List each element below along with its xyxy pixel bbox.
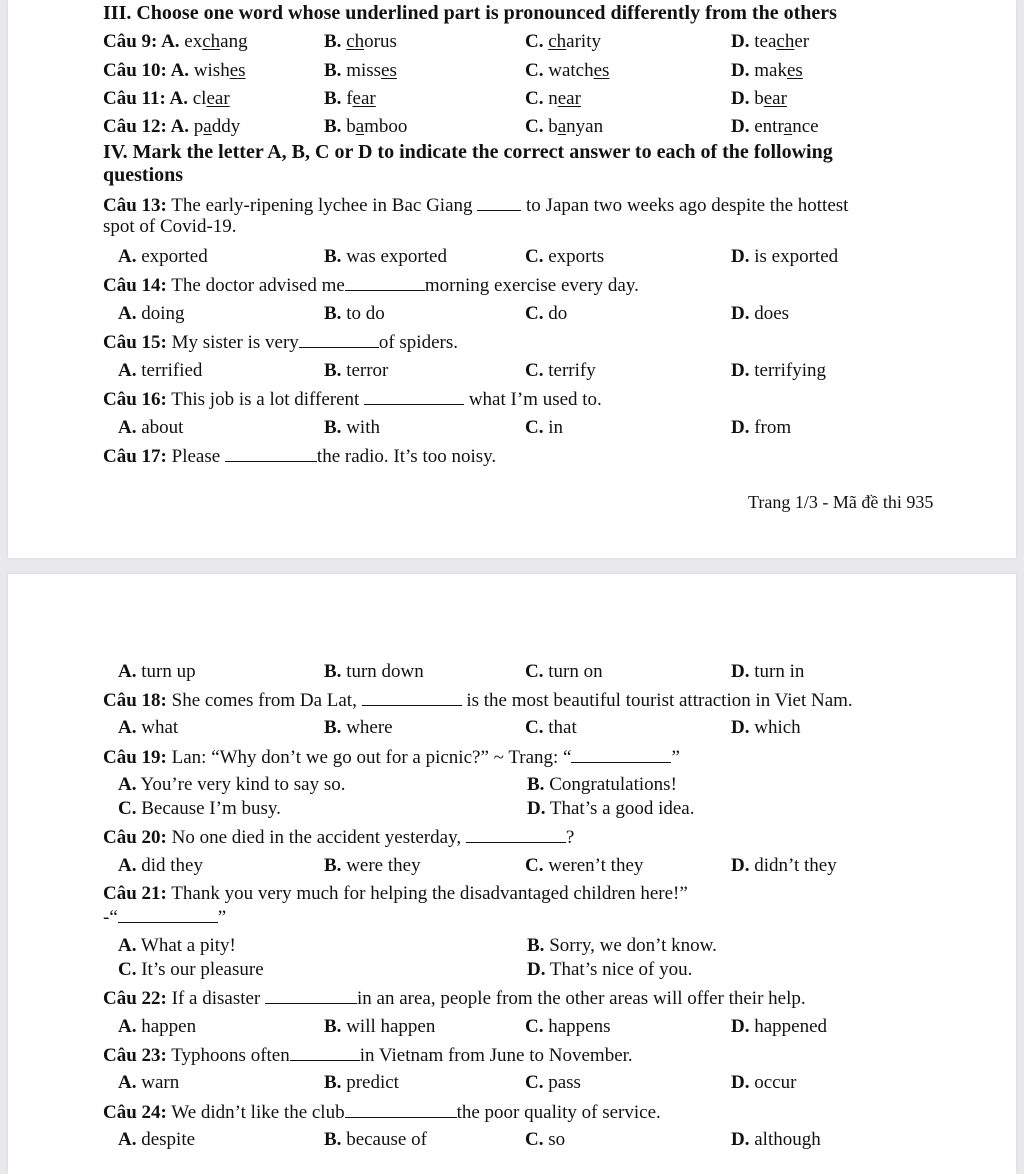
q13-stem-line2: spot of Covid-19. bbox=[103, 216, 237, 237]
q19-option-b: B. Congratulations! bbox=[527, 774, 677, 795]
q20-option-c: C. weren’t they bbox=[525, 855, 644, 876]
q21-option-c: C. It’s our pleasure bbox=[118, 959, 264, 980]
q13-option-d: D. is exported bbox=[731, 246, 839, 267]
q13-option-b: B. was exported bbox=[324, 246, 447, 267]
q10-option-c: C. watches bbox=[525, 60, 610, 81]
q12-option-d: D. entrance bbox=[731, 116, 819, 137]
q14-option-c: C. do bbox=[525, 303, 568, 324]
q11-option-a: Câu 11: A. clear bbox=[103, 88, 230, 109]
q13-stem: Câu 13: The early-ripening lychee in Bac Giang to Japan two weeks ago despite the hottest bbox=[103, 195, 849, 216]
q16-stem: Câu 16: This job is a lot different what I’m used to. bbox=[103, 389, 602, 410]
q15-stem: Câu 15: My sister is very of spiders. bbox=[103, 332, 458, 353]
q14-option-a: A. doing bbox=[118, 303, 185, 324]
q11-option-c: C. near bbox=[525, 88, 581, 109]
q24-stem: Câu 24: We didn’t like the club the poor quality of service. bbox=[103, 1102, 661, 1123]
q19-option-d: D. That’s a good idea. bbox=[527, 798, 695, 819]
q16-option-b: B. with bbox=[324, 417, 380, 438]
q18-stem: Câu 18: She comes from Da Lat, is the most beautiful tourist attraction in Viet Nam. bbox=[103, 690, 853, 711]
q15-option-d: D. terrifying bbox=[731, 360, 826, 381]
q21-stem: Câu 21: Thank you very much for helping the disadvantaged children here!” bbox=[103, 883, 688, 904]
q19-option-c: C. Because I’m busy. bbox=[118, 798, 281, 819]
q23-option-c: C. pass bbox=[525, 1072, 581, 1093]
q16-option-c: C. in bbox=[525, 417, 564, 438]
q22-stem: Câu 22: If a disaster in an area, people from the other areas will offer their help. bbox=[103, 988, 806, 1009]
q11-option-d: D. bear bbox=[731, 88, 787, 109]
q13-option-a: A. exported bbox=[118, 246, 208, 267]
q18-option-d: D. which bbox=[731, 717, 801, 738]
q18-option-b: B. where bbox=[324, 717, 393, 738]
q22-option-a: A. happen bbox=[118, 1016, 197, 1037]
q14-option-d: D. does bbox=[731, 303, 790, 324]
q15-option-b: B. terror bbox=[324, 360, 389, 381]
page-footer: Trang 1/3 - Mã đề thi 935 bbox=[748, 492, 934, 512]
q16-option-a: A. about bbox=[118, 417, 184, 438]
q15-option-c: C. terrify bbox=[525, 360, 596, 381]
q21-option-d: D. That’s nice of you. bbox=[527, 959, 693, 980]
q9-option-a: Câu 9: A. exchang bbox=[103, 31, 248, 52]
q20-stem: Câu 20: No one died in the accident yesterday, ? bbox=[103, 827, 575, 848]
q23-stem: Câu 23: Typhoons often in Vietnam from June to November. bbox=[103, 1045, 633, 1066]
q18-option-a: A. what bbox=[118, 717, 179, 738]
q12-option-a: Câu 12: A. paddy bbox=[103, 116, 241, 137]
q24-option-d: D. although bbox=[731, 1129, 821, 1150]
q20-option-d: D. didn’t they bbox=[731, 855, 837, 876]
q23-option-d: D. occur bbox=[731, 1072, 797, 1093]
q10-option-d: D. makes bbox=[731, 60, 803, 81]
q21-response-blank: -“ ” bbox=[103, 907, 227, 928]
q10-option-a: Câu 10: A. wishes bbox=[103, 60, 246, 81]
q22-option-d: D. happened bbox=[731, 1016, 828, 1037]
q10-option-b: B. misses bbox=[324, 60, 397, 81]
q9-option-d: D. teacher bbox=[731, 31, 810, 52]
q11-option-b: B. fear bbox=[324, 88, 376, 109]
section-3-title: III. Choose one word whose underlined part is pronounced differently from the others bbox=[103, 2, 837, 24]
q19-option-a: A. You’re very kind to say so. bbox=[118, 774, 346, 795]
q9-option-c: C. charity bbox=[525, 31, 601, 52]
section-4-title-line2: questions bbox=[103, 164, 184, 186]
q14-option-b: B. to do bbox=[324, 303, 385, 324]
exam-page-2 bbox=[8, 574, 1016, 1174]
q15-option-a: A. terrified bbox=[118, 360, 203, 381]
q17-option-d: D. turn in bbox=[731, 661, 805, 682]
q13-option-c: C. exports bbox=[525, 246, 605, 267]
q21-option-b: B. Sorry, we don’t know. bbox=[527, 935, 717, 956]
q18-option-c: C. that bbox=[525, 717, 577, 738]
q17-stem: Câu 17: Please the radio. It’s too noisy. bbox=[103, 446, 497, 467]
q22-option-c: C. happens bbox=[525, 1016, 611, 1037]
q23-option-b: B. predict bbox=[324, 1072, 399, 1093]
q17-option-c: C. turn on bbox=[525, 661, 603, 682]
q17-option-a: A. turn up bbox=[118, 661, 196, 682]
q24-option-a: A. despite bbox=[118, 1129, 196, 1150]
q14-stem: Câu 14: The doctor advised me morning exercise every day. bbox=[103, 275, 639, 296]
q9-option-b: B. chorus bbox=[324, 31, 397, 52]
q20-option-b: B. were they bbox=[324, 855, 421, 876]
q23-option-a: A. warn bbox=[118, 1072, 180, 1093]
q22-option-b: B. will happen bbox=[324, 1016, 436, 1037]
q16-option-d: D. from bbox=[731, 417, 792, 438]
exam-page-1 bbox=[8, 0, 1016, 558]
section-4-title-line1: IV. Mark the letter A, B, C or D to indicate the correct answer to each of the following bbox=[103, 141, 833, 163]
q21-option-a: A. What a pity! bbox=[118, 935, 236, 956]
q24-option-b: B. because of bbox=[324, 1129, 427, 1150]
q12-option-b: B. bamboo bbox=[324, 116, 408, 137]
q17-option-b: B. turn down bbox=[324, 661, 424, 682]
q19-stem: Câu 19: Lan: “Why don’t we go out for a picnic?” ~ Trang: “ ” bbox=[103, 747, 680, 768]
q12-option-c: C. banyan bbox=[525, 116, 604, 137]
q20-option-a: A. did they bbox=[118, 855, 203, 876]
q24-option-c: C. so bbox=[525, 1129, 566, 1150]
